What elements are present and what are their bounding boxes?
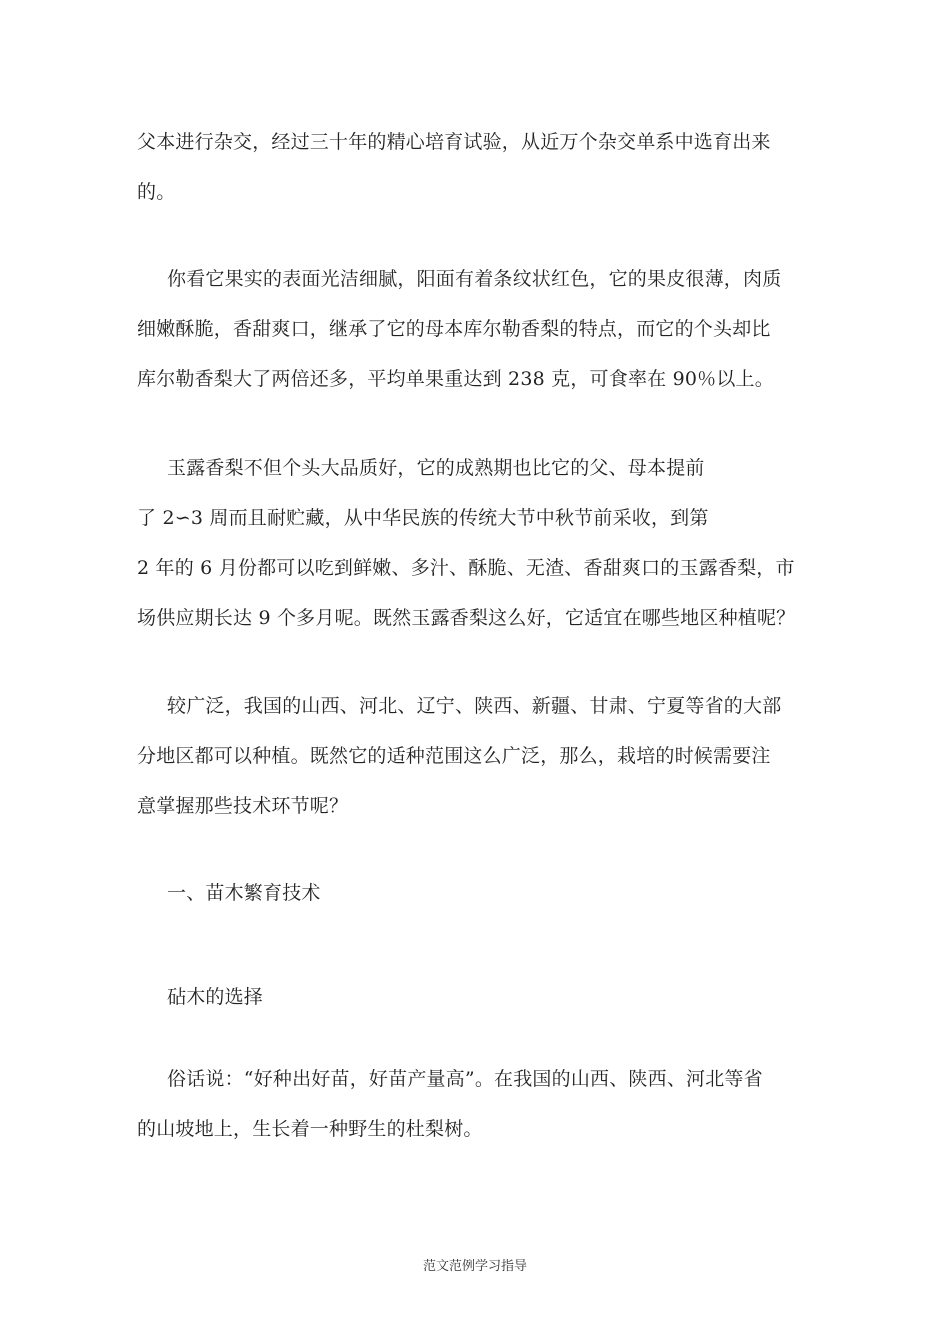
paragraph-saying-line-1: 俗话说：“好种出好苗，好苗产量高”。在我国的山西、陕西、河北等省 (167, 1068, 763, 1090)
paragraph-regions-line-3: 意掌握那些技术环节呢？ (137, 795, 349, 817)
paragraph-fruit-quality-line-1: 你看它果实的表面光洁细腻，阳面有着条纹状红色，它的果皮很薄，肉质 (167, 268, 782, 290)
paragraph-origin-line-2: 的。 (137, 181, 176, 203)
paragraph-ripening-line-1: 玉露香梨不但个头大品质好，它的成熟期也比它的父、母本提前 (167, 457, 705, 479)
paragraph-saying-line-2: 的山坡地上，生长着一种野生的杜梨树。 (137, 1118, 483, 1140)
paragraph-ripening-line-4: 场供应期长达 9 个多月呢。既然玉露香梨这么好，它适宜在哪些地区种植呢？ (137, 607, 796, 629)
paragraph-origin-line-1: 父本进行杂交，经过三十年的精心培育试验，从近万个杂交单系中选育出来 (137, 131, 771, 153)
paragraph-fruit-quality-line-3: 库尔勒香梨大了两倍还多，平均单果重达到 238 克，可食率在 90％以上。 (137, 368, 774, 390)
paragraph-fruit-quality-line-2: 细嫩酥脆，香甜爽口，继承了它的母本库尔勒香梨的特点，而它的个头却比 (137, 318, 771, 340)
paragraph-regions-line-2: 分地区都可以种植。既然它的适种范围这么广泛，那么，栽培的时候需要注 (137, 745, 771, 767)
paragraph-ripening-line-3: 2 年的 6 月份都可以吃到鲜嫩、多汁、酥脆、无渣、香甜爽口的玉露香梨，市 (137, 557, 795, 579)
paragraph-ripening-line-2: 了 2∽3 周而且耐贮藏，从中华民族的传统大节中秋节前采收，到第 (137, 507, 709, 529)
page-footer: 范文范例学习指导 (422, 1259, 527, 1274)
paragraph-regions-line-1: 较广泛，我国的山西、河北、辽宁、陕西、新疆、甘肃、宁夏等省的大部 (167, 695, 782, 717)
heading-seedling-propagation: 一、苗木繁育技术 (167, 882, 321, 904)
heading-rootstock-selection: 砧木的选择 (167, 986, 264, 1008)
